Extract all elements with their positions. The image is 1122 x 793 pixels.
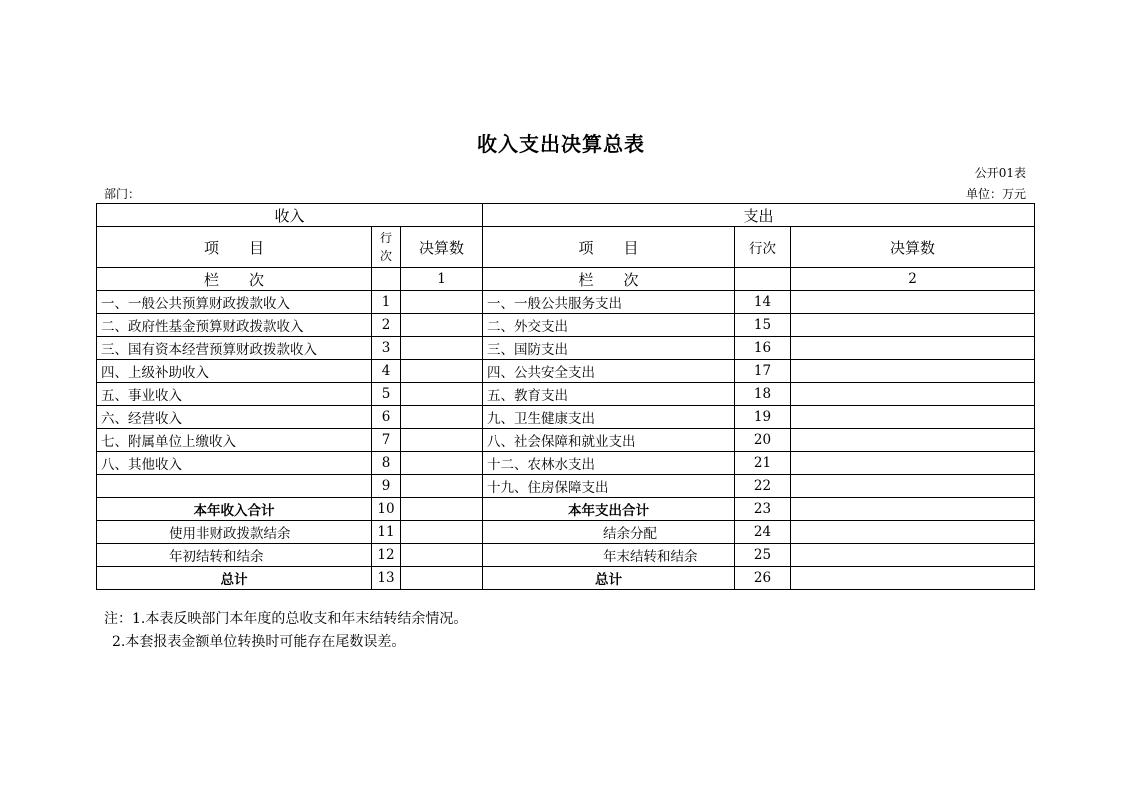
expense-item: 四、公共安全支出 [483, 360, 735, 383]
page-title: 收入支出决算总表 [477, 132, 645, 156]
section-header-row [97, 204, 1035, 227]
expense-amount-cell [791, 337, 1035, 360]
income-row-no: 8 [372, 452, 401, 475]
expense-row-no: 24 [735, 521, 791, 544]
income-amount-cell [401, 544, 483, 567]
expense-amount-cell [791, 452, 1035, 475]
expense-amount-cell [791, 406, 1035, 429]
income-section-header: 收入 [97, 204, 483, 227]
income-amount-cell [401, 337, 483, 360]
income-amount-cell [401, 521, 483, 544]
expense-item: 十二、农林水支出 [483, 452, 735, 475]
expense-row-no: 14 [735, 291, 791, 314]
income-amount-cell [401, 314, 483, 337]
expense-item: 十九、住房保障支出 [483, 475, 735, 498]
income-amount-cell [401, 475, 483, 498]
income-total-label: 总计 [97, 567, 372, 590]
income-row-no: 13 [372, 567, 401, 590]
expense-amount-cell [791, 498, 1035, 521]
expense-amount-cell [791, 521, 1035, 544]
expense-amount-header: 决算数 [791, 227, 1035, 268]
income-row-no: 3 [372, 337, 401, 360]
expense-item: 二、外交支出 [483, 314, 735, 337]
income-item-header: 项 目 [97, 227, 372, 268]
expense-section-header: 支出 [483, 204, 1035, 227]
expense-item: 结余分配 [483, 521, 735, 544]
department-label: 部门： [104, 187, 141, 201]
income-column-label: 栏 次 [97, 268, 372, 291]
income-item: 三、国有资本经营预算财政拨款收入 [97, 337, 372, 360]
income-item [97, 475, 372, 498]
income-amount-cell [401, 406, 483, 429]
income-item: 四、上级补助收入 [97, 360, 372, 383]
income-row-no: 12 [372, 544, 401, 567]
income-row-no: 5 [372, 383, 401, 406]
income-item: 七、附属单位上缴收入 [97, 429, 372, 452]
expense-row-no: 17 [735, 360, 791, 383]
expense-row-no: 21 [735, 452, 791, 475]
income-row-no: 9 [372, 475, 401, 498]
subtotal-row [97, 498, 1035, 521]
form-code: 公开01表 [974, 166, 1026, 180]
income-row-no: 2 [372, 314, 401, 337]
expense-item-header: 项 目 [483, 227, 735, 268]
expense-item: 八、社会保障和就业支出 [483, 429, 735, 452]
table-row [97, 452, 1035, 475]
income-item: 八、其他收入 [97, 452, 372, 475]
income-column-index-no [372, 268, 401, 291]
expense-row-no: 25 [735, 544, 791, 567]
expense-item: 五、教育支出 [483, 383, 735, 406]
expense-row-no: 16 [735, 337, 791, 360]
expense-amount-cell [791, 475, 1035, 498]
notes [104, 608, 467, 654]
expense-row-no: 22 [735, 475, 791, 498]
table-row [97, 429, 1035, 452]
income-amount-header: 决算数 [401, 227, 483, 268]
income-amount-cell [401, 291, 483, 314]
expense-row-no: 20 [735, 429, 791, 452]
expense-amount-cell [791, 360, 1035, 383]
column-header-row [97, 227, 1035, 268]
expense-amount-cell [791, 383, 1035, 406]
table-row [97, 314, 1035, 337]
income-row-no: 7 [372, 429, 401, 452]
income-amount-cell [401, 360, 483, 383]
expense-subtotal-label: 本年支出合计 [483, 498, 735, 521]
expense-amount-cell [791, 429, 1035, 452]
income-amount-cell [401, 429, 483, 452]
table-row [97, 383, 1035, 406]
table-row [97, 360, 1035, 383]
income-row-no: 4 [372, 360, 401, 383]
expense-row-no: 23 [735, 498, 791, 521]
income-amount-cell [401, 498, 483, 521]
income-row-no: 6 [372, 406, 401, 429]
expense-row-no: 19 [735, 406, 791, 429]
column-index-row [97, 268, 1035, 291]
expense-total-label: 总计 [483, 567, 735, 590]
note-2: 2.本套报表金额单位转换时可能存在尾数误差。 [112, 634, 406, 650]
income-column-index: 1 [401, 268, 483, 291]
table-row [97, 406, 1035, 429]
expense-item: 九、卫生健康支出 [483, 406, 735, 429]
income-item: 年初结转和结余 [97, 544, 372, 567]
note-1: 注：1.本表反映部门本年度的总收支和年末结转结余情况。 [104, 611, 468, 627]
table-row [97, 475, 1035, 498]
unit-label: 单位：万元 [965, 187, 1026, 201]
income-item: 五、事业收入 [97, 383, 372, 406]
row-no-line2: 次 [379, 249, 392, 263]
income-item: 使用非财政拨款结余 [97, 521, 372, 544]
income-row-no: 11 [372, 521, 401, 544]
expense-column-index-no [735, 268, 791, 291]
expense-amount-cell [791, 314, 1035, 337]
table-row [97, 544, 1035, 567]
expense-row-no: 26 [735, 567, 791, 590]
total-row [97, 567, 1035, 590]
income-item: 一、一般公共预算财政拨款收入 [97, 291, 372, 314]
table-row [97, 521, 1035, 544]
table-row [97, 291, 1035, 314]
income-amount-cell [401, 567, 483, 590]
expense-row-no: 15 [735, 314, 791, 337]
income-expense-table [96, 203, 1035, 590]
expense-amount-cell [791, 544, 1035, 567]
income-subtotal-label: 本年收入合计 [97, 498, 372, 521]
income-row-no: 10 [372, 498, 401, 521]
expense-item: 一、一般公共服务支出 [483, 291, 735, 314]
expense-item: 年末结转和结余 [483, 544, 735, 567]
income-item: 二、政府性基金预算财政拨款收入 [97, 314, 372, 337]
income-amount-cell [401, 383, 483, 406]
income-row-no: 1 [372, 291, 401, 314]
row-no-line1: 行 [379, 231, 392, 245]
expense-amount-cell [791, 567, 1035, 590]
expense-amount-cell [791, 291, 1035, 314]
income-row-no-header [372, 227, 401, 268]
expense-item: 三、国防支出 [483, 337, 735, 360]
expense-row-no-header: 行次 [735, 227, 791, 268]
expense-column-index: 2 [791, 268, 1035, 291]
table-row [97, 337, 1035, 360]
income-amount-cell [401, 452, 483, 475]
expense-row-no: 18 [735, 383, 791, 406]
income-item: 六、经营收入 [97, 406, 372, 429]
expense-column-label: 栏 次 [483, 268, 735, 291]
